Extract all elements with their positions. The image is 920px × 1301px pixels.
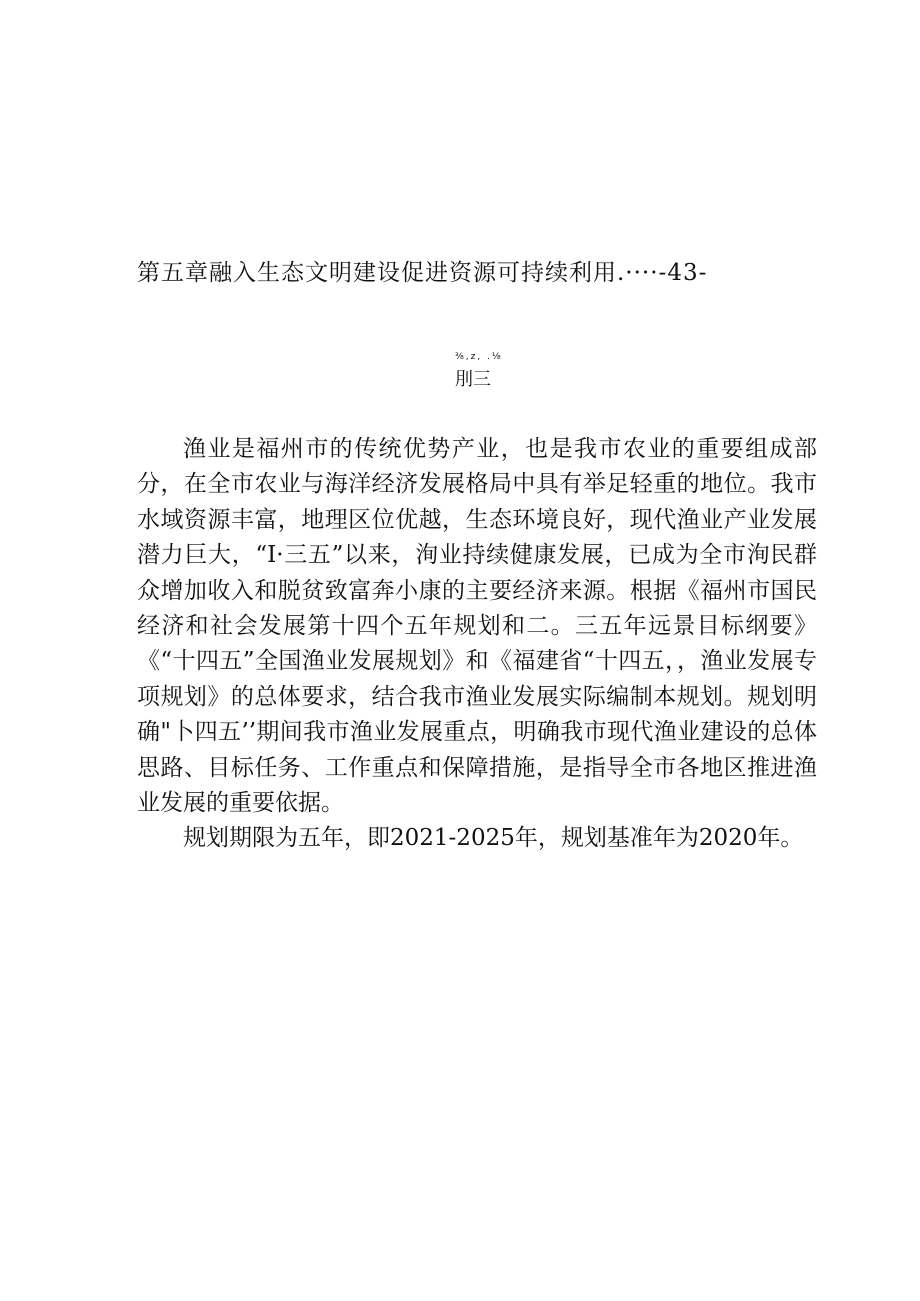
body-text — [137, 432, 817, 857]
heading-artifact-text: ⅜,z, .⅛ — [455, 352, 503, 362]
paragraph-intro: 渔业是福州市的传统优势产业，也是我市农业的重要组成部分，在全市农业与海洋经济发展格局中具有举足轻重的地位。我市水域资源丰富，地理区位优越，生态环境良好，现代渔业产业发展潜力巨大，“I·三五”以来，洵业持续健康发展，已成为全市洵民群众增加收入和脱贫致富奔小康的主要经济来源。根据《福州市国民经济和社会发展第十四个五年规划和二。三五年远景目标纲要》《“十四五”全国渔业发展规划》和《福建省“十四五，，渔业发展专项规划》的总体要求，结合我市渔业发展实际编制本规划。规划明确"卜四五’’期间我市渔业发展重点，明确我市现代渔业建设的总体思路、目标任务、工作重点和保障措施，是指导全市各地区推进渔业发展的重要依据。 — [137, 436, 817, 817]
section-heading: 刖三 — [455, 369, 491, 390]
toc-entry-chapter-5: 第五章融入生态文明建设促进资源可持续利用.····-43- — [137, 260, 708, 286]
paragraph-period: 规划期限为五年，即2021-2025年，规划基准年为2020年。 — [183, 825, 804, 852]
